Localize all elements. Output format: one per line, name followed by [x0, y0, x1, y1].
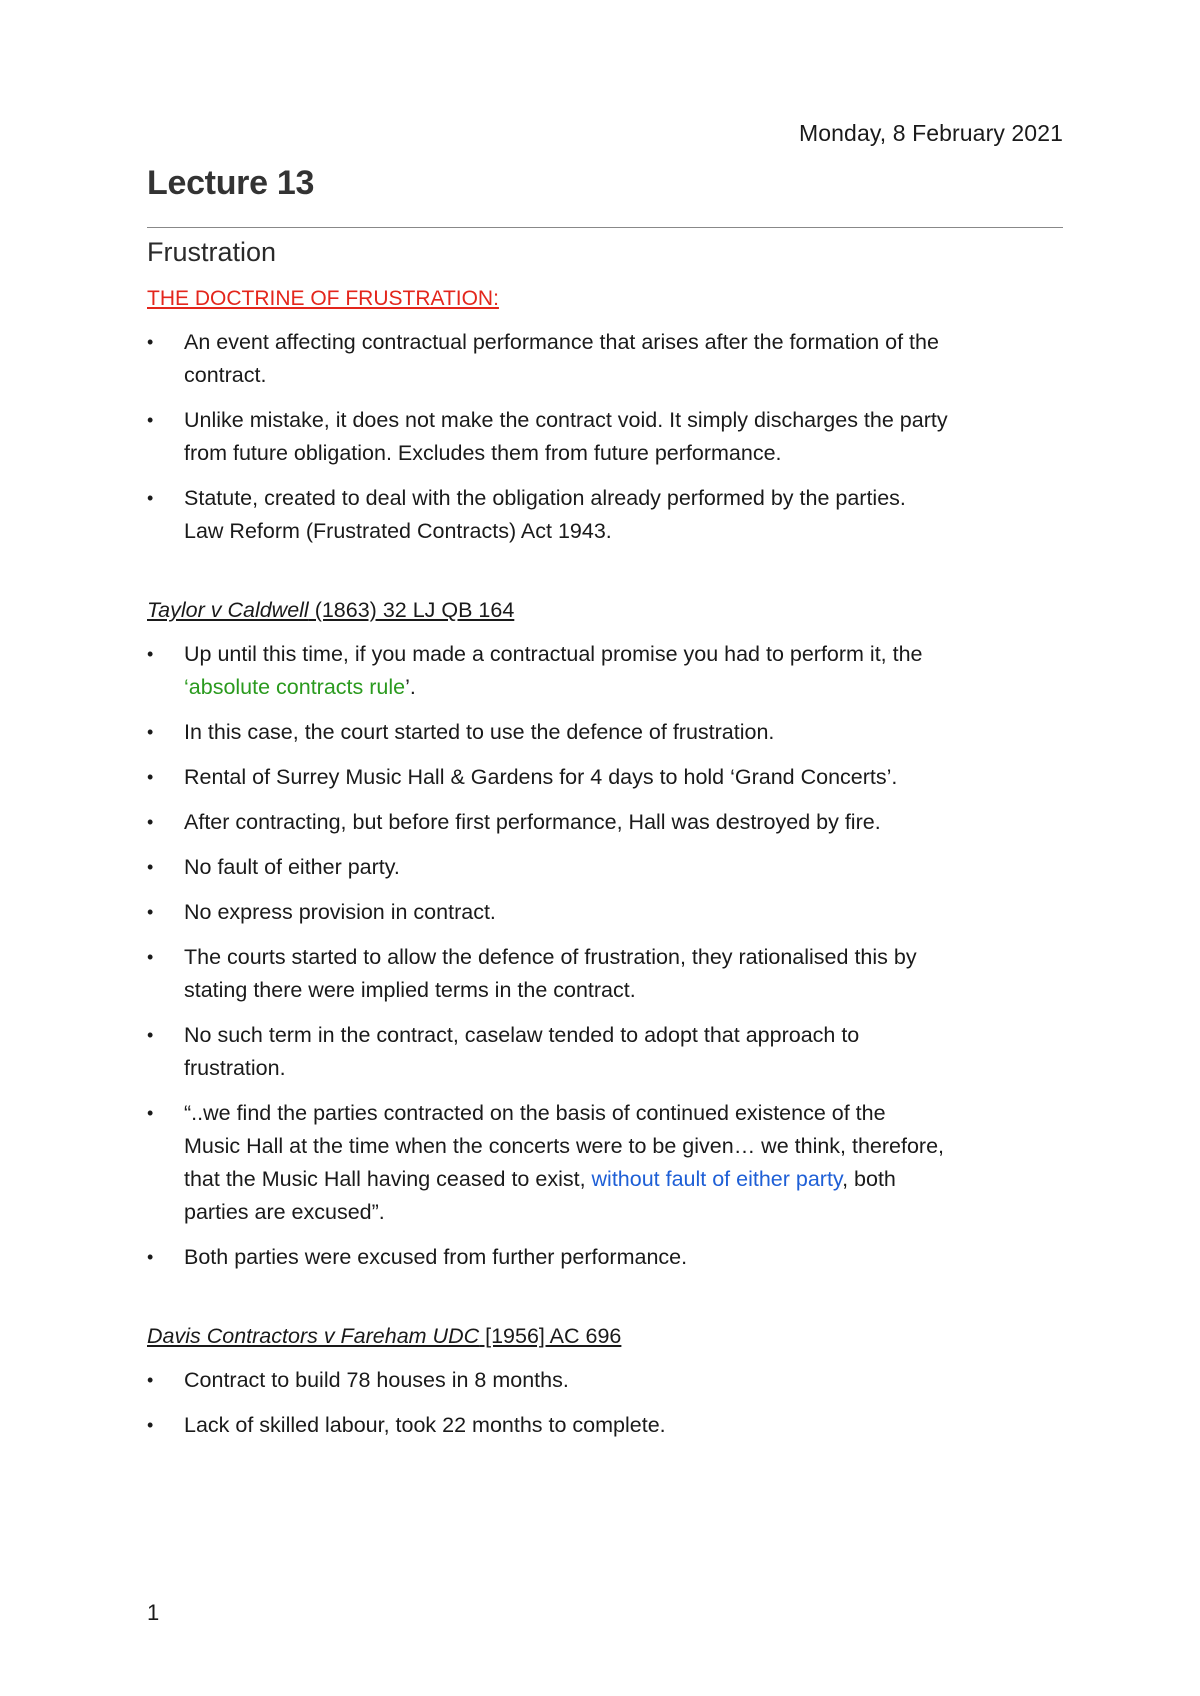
list-item-text: No such term in the contract, caselaw tended to adopt that approach to	[184, 1023, 860, 1047]
list-item	[147, 896, 1063, 929]
case-heading-davis	[147, 1320, 1063, 1352]
section-title: Frustration	[147, 237, 277, 267]
case-name: Taylor v Caldwell	[147, 598, 309, 622]
bullet-icon: •	[147, 1370, 154, 1390]
list-item-text: Lack of skilled labour, took 22 months to complete.	[184, 1413, 666, 1437]
list-item-text: An event affecting contractual performance that arises after the formation of the	[184, 330, 939, 354]
list-item-text: Contract to build 78 houses in 8 months.	[184, 1368, 569, 1392]
bullet-icon: •	[147, 947, 154, 967]
bullet-icon: •	[147, 644, 154, 664]
list-item-text: Rental of Surrey Music Hall & Gardens for 4 days to hold ‘Grand Concerts’.	[184, 765, 898, 789]
bullet-icon: •	[147, 902, 154, 922]
case-citation: (1863) 32 LJ QB 164	[308, 598, 515, 622]
list-item-text: Both parties were excused from further performance.	[184, 1245, 688, 1269]
bullet-icon: •	[147, 767, 154, 787]
list-item	[147, 1241, 1063, 1274]
list-item	[147, 1097, 1063, 1229]
highlight-green-text: ‘absolute contracts rule	[184, 675, 406, 699]
bullet-icon: •	[147, 1025, 154, 1045]
list-item-text: from future obligation. Excludes them from future performance.	[184, 441, 782, 465]
list-item-text: , both	[842, 1167, 896, 1191]
page-number: 1	[147, 1600, 160, 1625]
bullet-icon: •	[147, 410, 154, 430]
list-item-text	[184, 1163, 1063, 1196]
list-item-text: Statute, created to deal with the obligation already performed by the parties.	[184, 486, 906, 510]
list-item-text: Law Reform (Frustrated Contracts) Act 1943.	[184, 519, 612, 543]
taylor-list	[147, 638, 1063, 1274]
davis-list	[147, 1364, 1063, 1442]
bullet-icon: •	[147, 857, 154, 877]
doctrine-list	[147, 326, 1063, 548]
list-item	[147, 716, 1063, 749]
list-item	[147, 482, 1063, 548]
list-item-text: that the Music Hall having ceased to exist,	[184, 1167, 592, 1191]
list-item	[147, 1409, 1063, 1442]
list-item	[147, 806, 1063, 839]
bullet-icon: •	[147, 332, 154, 352]
bullet-icon: •	[147, 1247, 154, 1267]
list-item-text: Unlike mistake, it does not make the contract void. It simply discharges the party	[184, 408, 948, 432]
list-item-text: In this case, the court started to use the defence of frustration.	[184, 720, 775, 744]
document-page	[147, 0, 1063, 1696]
list-item	[147, 638, 1063, 704]
highlight-blue-text: without fault of either party	[591, 1167, 843, 1191]
list-item-text: The courts started to allow the defence of frustration, they rationalised this by	[184, 945, 917, 969]
list-item-text: No express provision in contract.	[184, 900, 496, 924]
bullet-icon: •	[147, 1415, 154, 1435]
case-name: Davis Contractors v Fareham UDC	[147, 1324, 480, 1348]
doctrine-heading: THE DOCTRINE OF FRUSTRATION:	[147, 287, 499, 310]
list-item	[147, 851, 1063, 884]
case-heading-taylor	[147, 594, 1063, 626]
list-item-text: “..we find the parties contracted on the basis of continued existence of the	[184, 1101, 886, 1125]
bullet-icon: •	[147, 722, 154, 742]
page-title: Lecture 13	[147, 164, 315, 202]
list-item-text	[184, 671, 1063, 704]
list-item-text: frustration.	[184, 1056, 286, 1080]
list-item	[147, 1364, 1063, 1397]
list-item-text: parties are excused”.	[184, 1200, 385, 1224]
bullet-icon: •	[147, 812, 154, 832]
list-item-text: Music Hall at the time when the concerts were to be given… we think, therefore,	[184, 1134, 945, 1158]
list-item-text: ’.	[405, 675, 416, 699]
list-item-text: Up until this time, if you made a contractual promise you had to perform it, the	[184, 642, 923, 666]
list-item-text: stating there were implied terms in the contract.	[184, 978, 636, 1002]
lecture-content	[147, 284, 1063, 1454]
bullet-icon: •	[147, 1103, 154, 1123]
list-item	[147, 941, 1063, 1007]
list-item-text: No fault of either party.	[184, 855, 400, 879]
lecture-date: Monday, 8 February 2021	[799, 120, 1063, 146]
list-item	[147, 326, 1063, 392]
title-divider	[147, 227, 1063, 228]
list-item	[147, 1019, 1063, 1085]
list-item-text: After contracting, but before first performance, Hall was destroyed by fire.	[184, 810, 881, 834]
bullet-icon: •	[147, 488, 154, 508]
case-citation: [1956] AC 696	[479, 1324, 622, 1348]
list-item	[147, 404, 1063, 470]
list-item	[147, 761, 1063, 794]
list-item-text: contract.	[184, 363, 267, 387]
